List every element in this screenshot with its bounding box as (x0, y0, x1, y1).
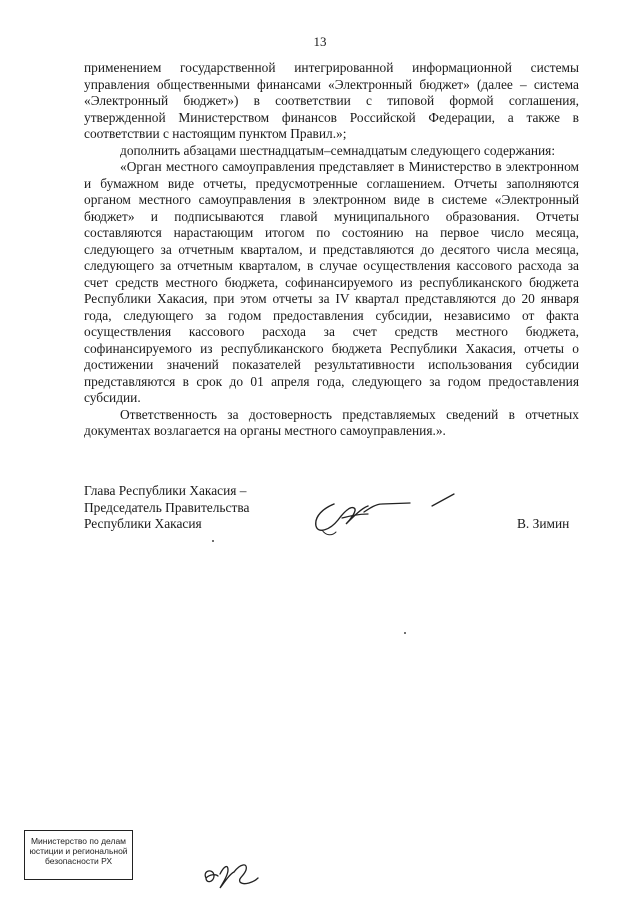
paragraph-continuation: применением государственной интегрированной информационной системы управления общественными финансами «Электронный бюджет» (далее – система «Электронный бюджет») в соответствии с типовой формой соглашения, утвержденной Министерством финансов Российской Федерации, а также в соответствии с настоящим пунктом Правил.»; (84, 60, 579, 141)
signatory-title (84, 483, 249, 533)
paragraph-amendment-intro: дополнить абзацами шестнадцатым–семнадцатым следующего содержания: (120, 142, 556, 158)
handwritten-registration-mark (200, 856, 264, 890)
stamp-line-2: юстиции и региональной (29, 846, 128, 856)
scan-speck (212, 540, 214, 542)
signatory-title-line-1: Глава Республики Хакасия – (84, 483, 247, 498)
paragraph-reporting-rules: «Орган местного самоуправления представляет в Министерство в электронном и бумажном виде отчеты, предусмотренные соглашением. Отчеты заполняются органом местного самоуправления в электронном виде в системе «Электронный бюджет» и подписываются главой муниципального образования. Отчеты составляются нарастающим итогом по состоянию на первое число месяца, следующего за отчетным кварталом, и представляются до десятого числа месяца, следующего за отчетным кварталом, в случае осуществления кассового расхода за счет средств местного бюджета, софинансируемого из республиканского бюджета Республики Хакасия, при этом отчеты за IV квартал представляются до 20 января года, следующего за годом предоставления субсидии, независимо от факта осуществления кассового расхода за счет средств местного бюджета, софинансируемого из республиканского бюджета Республики Хакасия, отчеты о достижении значений показателей результативности использования субсидии представляются в срок до 01 апреля года, следующего за годом предоставления субсидии. (84, 159, 579, 405)
handwritten-signature (306, 490, 466, 540)
signatory-name: В. Зимин (517, 516, 570, 531)
stamp-line-1: Министерство по делам (30, 836, 127, 846)
signatory-title-line-3: Республики Хакасия (84, 516, 202, 531)
scan-speck (404, 632, 406, 634)
signatory-title-line-2: Председатель Правительства (84, 499, 250, 515)
registration-stamp (24, 830, 133, 880)
page-number: 13 (313, 34, 327, 49)
stamp-line-3: безопасности РХ (44, 856, 113, 866)
document-body (84, 60, 579, 440)
paragraph-responsibility: Ответственность за достоверность представляемых сведений в отчетных документах возлагается на органы местного самоуправления.». (84, 406, 579, 438)
